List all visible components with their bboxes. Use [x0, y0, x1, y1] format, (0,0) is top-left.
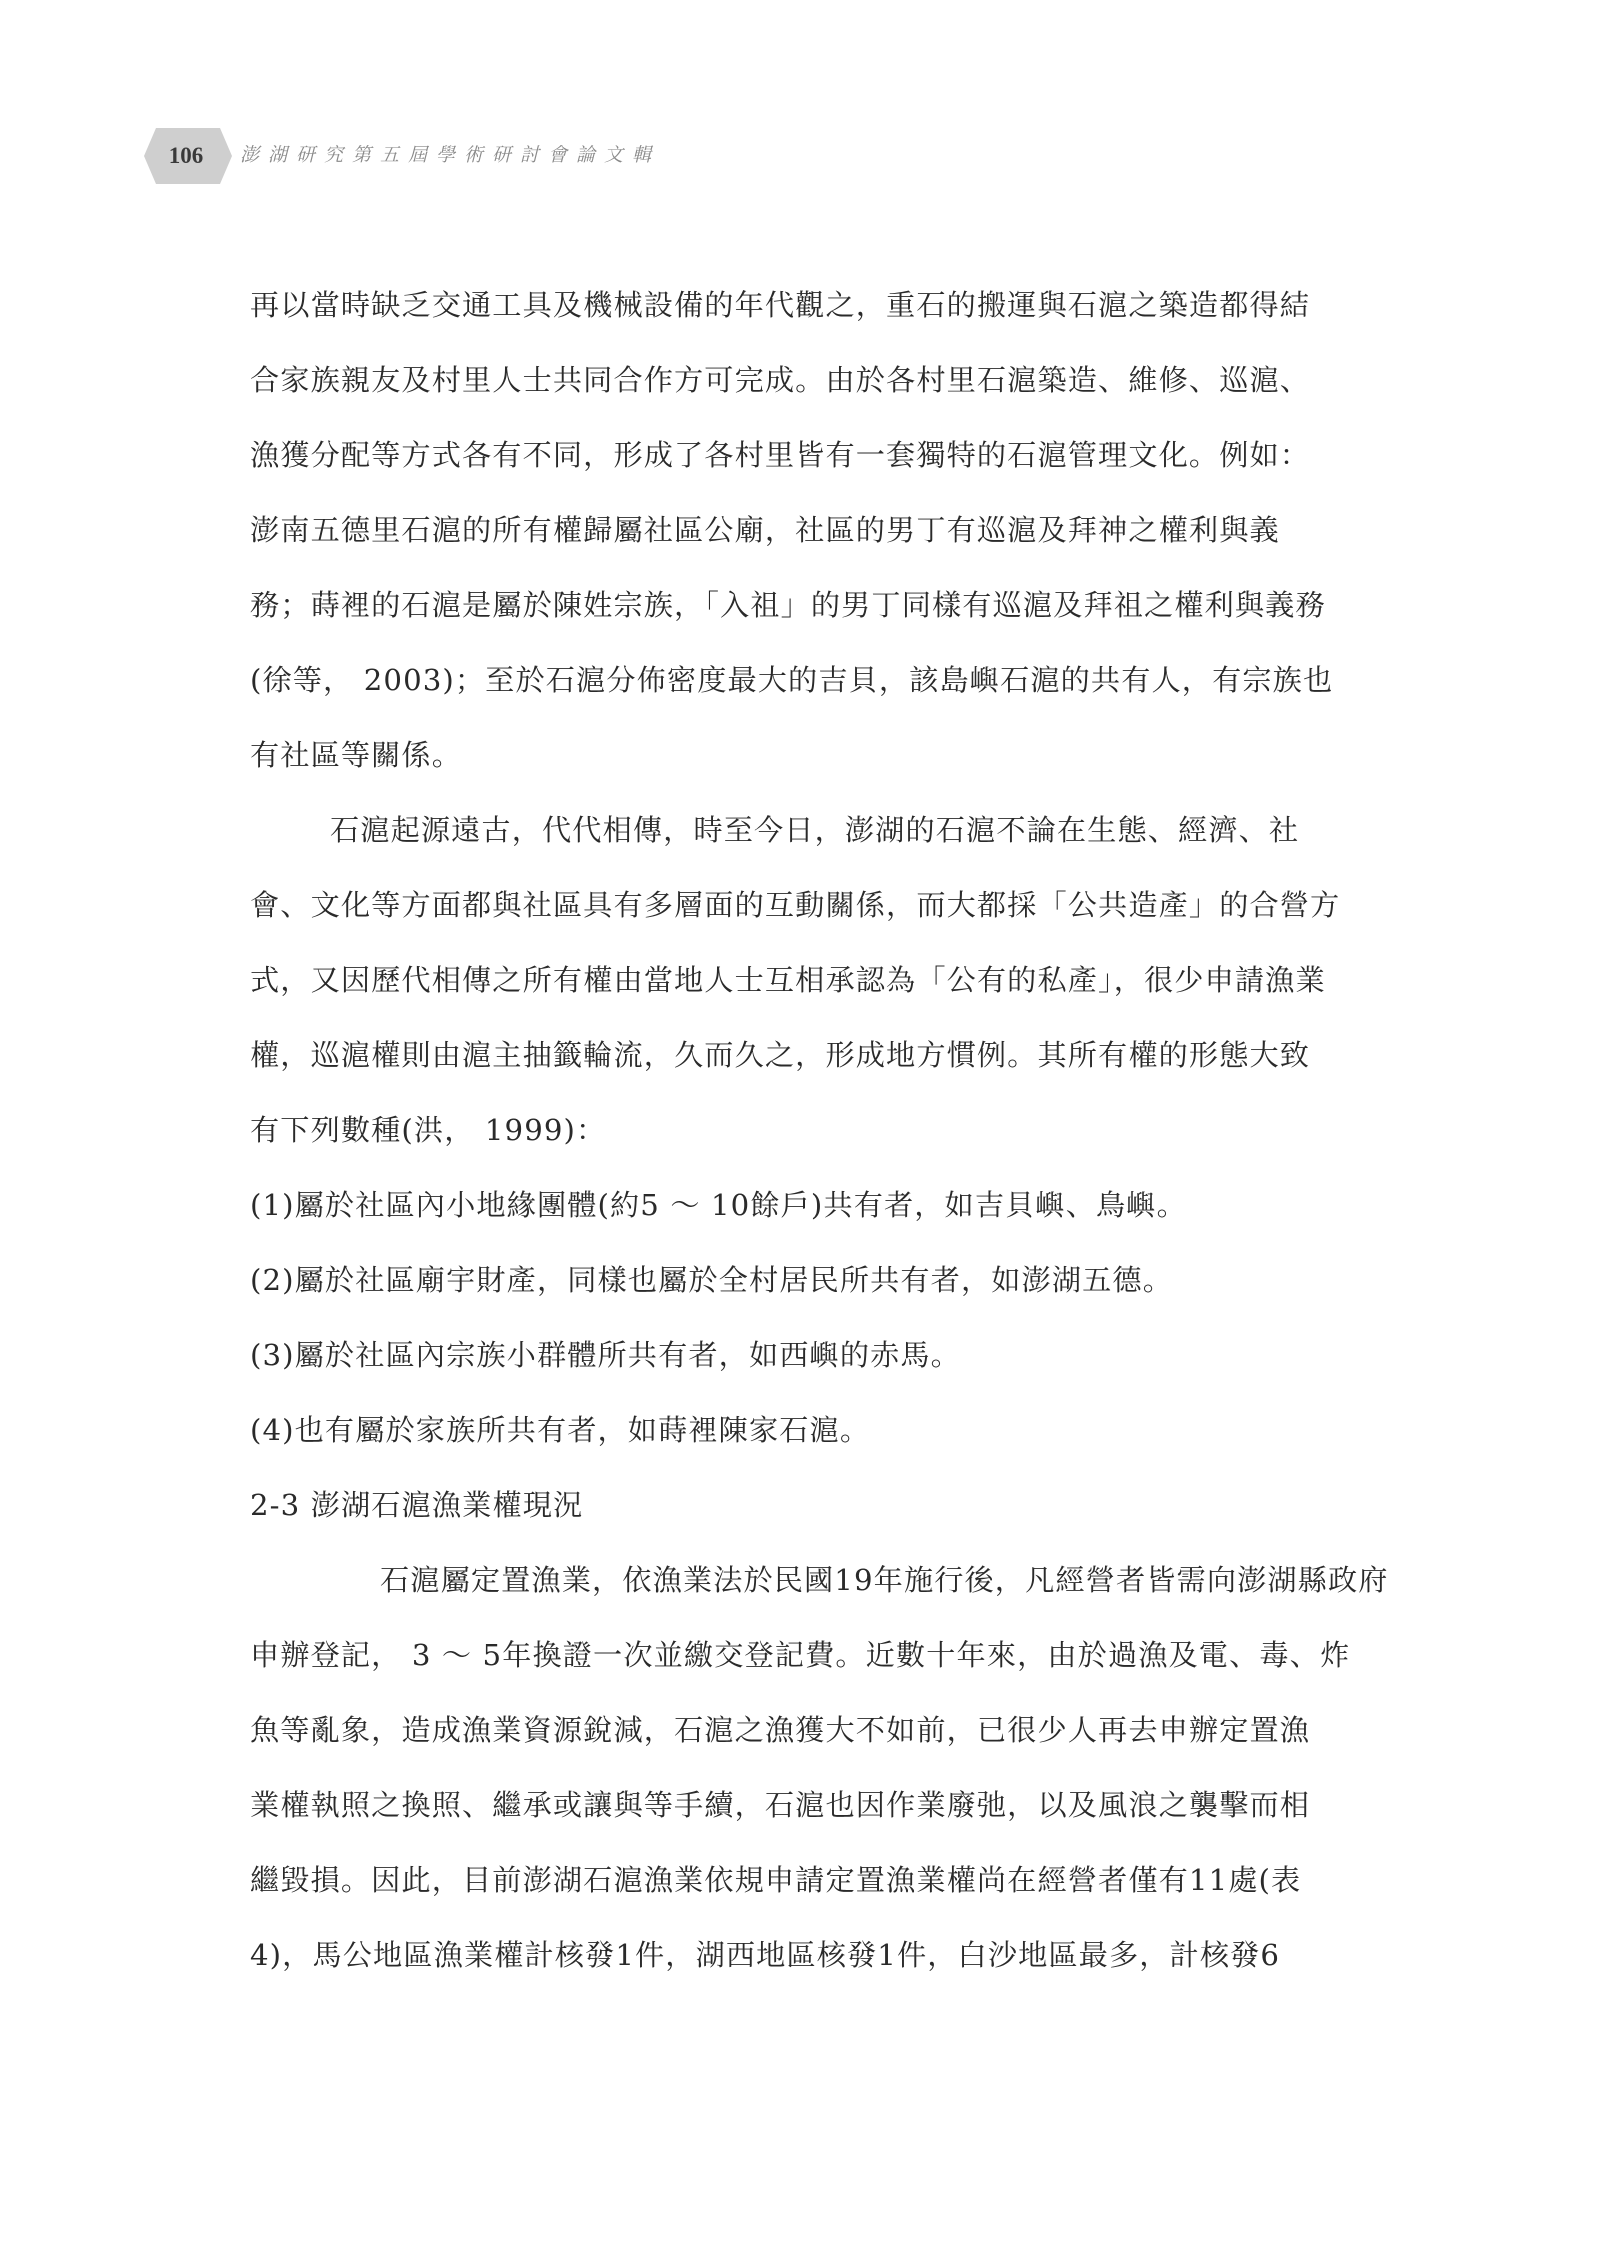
paragraph-line: 式，又因歷代相傳之所有權由當地人士互相承認為「公有的私產」，很少申請漁業 [250, 963, 1326, 997]
paragraph-line: 權，巡滬權則由滬主抽籤輪流，久而久之，形成地方慣例。其所有權的形態大致 [250, 1038, 1311, 1072]
paragraph-line: 石滬起源遠古，代代相傳，時至今日，澎湖的石滬不論在生態、經濟、社 [330, 813, 1300, 847]
paragraph-line: 會、文化等方面都與社區具有多層面的互動關係，而大都採「公共造產」的合營方 [250, 888, 1341, 922]
paragraph-line: 繼毀損。因此，目前澎湖石滬漁業依規申請定置漁業權尚在經營者僅有11處(表 [250, 1863, 1302, 1897]
paragraph-line: 漁獲分配等方式各有不同，形成了各村里皆有一套獨特的石滬管理文化。例如： [250, 438, 1311, 472]
paragraph-line: 4)，馬公地區漁業權計核發1件，湖西地區核發1件，白沙地區最多，計核發6 [250, 1938, 1281, 1972]
list-item: (4)也有屬於家族所共有者，如蒔裡陳家石滬。 [250, 1413, 871, 1447]
paragraph-line: 有社區等關係。 [250, 738, 463, 772]
paragraph-line: (徐等， 2003)；至於石滬分佈密度最大的吉貝，該島嶼石滬的共有人，有宗族也 [250, 663, 1334, 697]
list-item: (3)屬於社區內宗族小群體所共有者，如西嶼的赤馬。 [250, 1338, 961, 1372]
paragraph-line: 魚等亂象，造成漁業資源銳減，石滬之漁獲大不如前，已很少人再去申辦定置漁 [250, 1713, 1311, 1747]
paragraph-line: 石滬屬定置漁業，依漁業法於民國19年施行後，凡經營者皆需向澎湖縣政府 [380, 1563, 1389, 1597]
paragraph-line: 有下列數種(洪， 1999)： [250, 1113, 607, 1147]
paragraph-line: 合家族親友及村里人士共同合作方可完成。由於各村里石滬築造、維修、巡滬、 [250, 363, 1311, 397]
list-item: (1)屬於社區內小地緣團體(約5 ～ 10餘戶)共有者，如吉貝嶼、鳥嶼。 [250, 1188, 1187, 1222]
paragraph-line: 申辦登記， 3 ～ 5年換證一次並繳交登記費。近數十年來，由於過漁及電、毒、炸 [250, 1638, 1351, 1672]
paragraph-line: 業權執照之換照、繼承或讓與等手續，石滬也因作業廢弛，以及風浪之襲擊而相 [250, 1788, 1311, 1822]
paragraph-line: 澎南五德里石滬的所有權歸屬社區公廟，社區的男丁有巡滬及拜神之權利與義 [250, 513, 1280, 547]
page-number-badge [140, 126, 232, 186]
page-number: 106 [168, 143, 204, 168]
paragraph-line: 務；蒔裡的石滬是屬於陳姓宗族，「入祖」的男丁同樣有巡滬及拜祖之權利與義務 [250, 588, 1326, 622]
paragraph-line: 再以當時缺乏交通工具及機械設備的年代觀之，重石的搬運與石滬之築造都得結 [250, 288, 1311, 322]
running-header [140, 126, 760, 186]
body-text [250, 268, 1420, 1993]
list-item: (2)屬於社區廟宇財產，同樣也屬於全村居民所共有者，如澎湖五德。 [250, 1263, 1173, 1297]
section-heading: 2-3 澎湖石滬漁業權現況 [250, 1488, 584, 1522]
journal-title: 澎湖研究第五屆學術研討會論文輯 [240, 144, 661, 166]
